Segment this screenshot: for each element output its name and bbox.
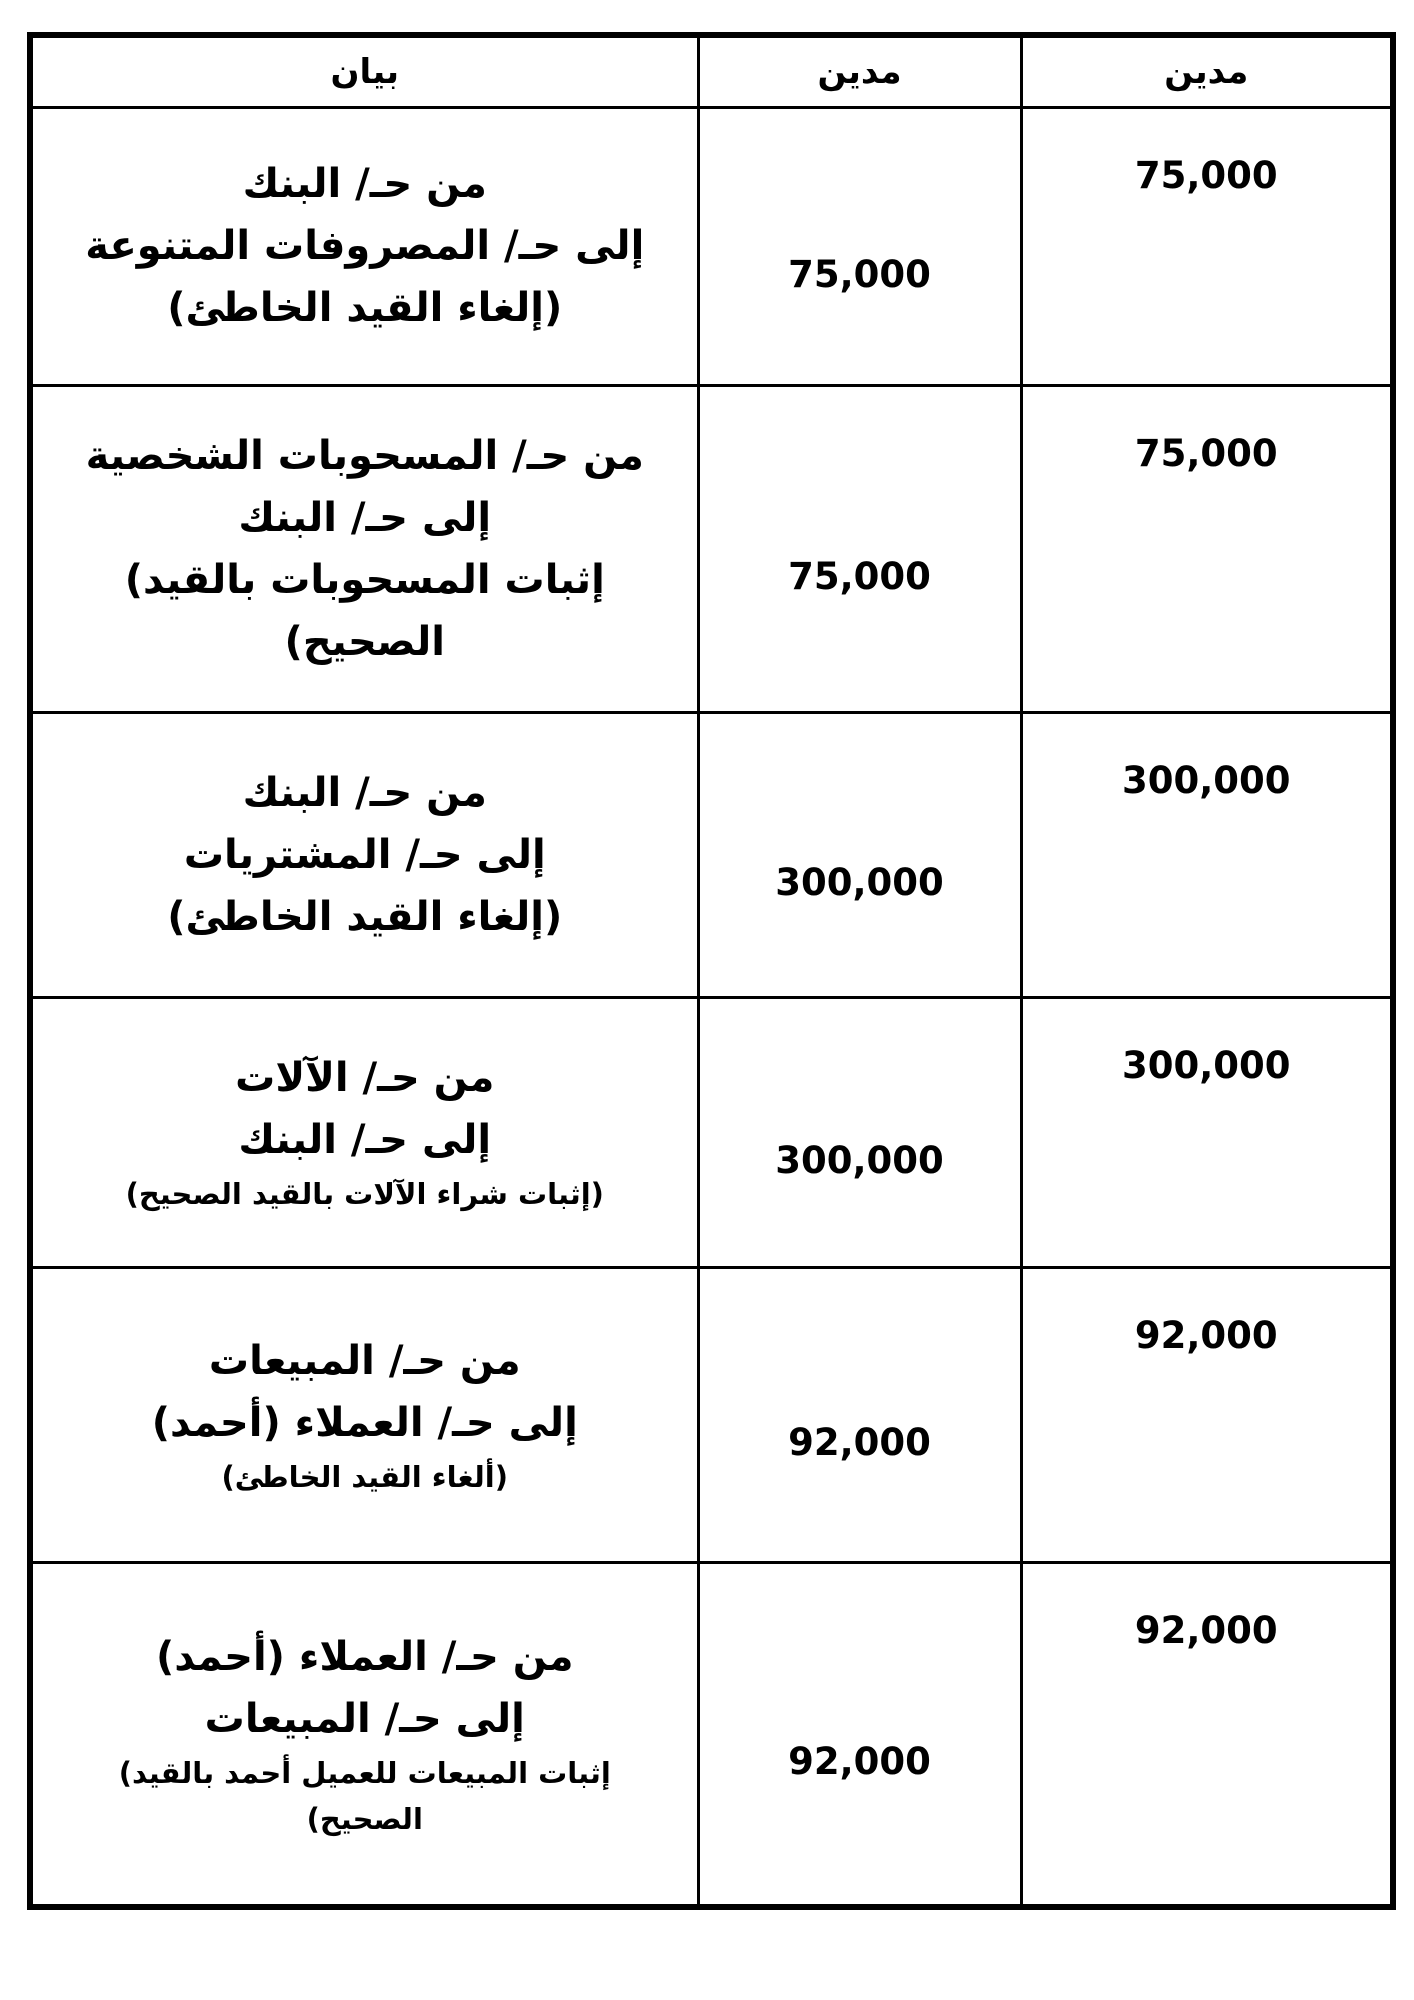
- journal-entry-row: [30, 107, 1393, 385]
- statement-line: (إلغاء القيد الخاطئ): [167, 285, 563, 331]
- statement-line: من حـ/ الآلات: [235, 1055, 495, 1101]
- header-credit-column: مدين: [698, 35, 1021, 107]
- journal-entries-table: [27, 32, 1396, 1910]
- statement-cell: [30, 997, 698, 1267]
- statement-cell: [30, 712, 698, 997]
- statement-line: من حـ/ البنك: [242, 161, 487, 207]
- header-debit-column: مدين: [1021, 35, 1393, 107]
- credit-cell: [698, 385, 1021, 712]
- credit-amount: 300,000: [775, 1138, 944, 1182]
- journal-entry-row: [30, 712, 1393, 997]
- statement-line: إلى حـ/ البنك: [238, 494, 492, 541]
- credit-amount: 92,000: [788, 1421, 931, 1464]
- debit-cell: [1021, 997, 1393, 1267]
- statement-line: إلى حـ/ البنك: [238, 1117, 492, 1163]
- debit-amount: 92,000: [1134, 1313, 1278, 1357]
- debit-amount: 92,000: [1134, 1608, 1278, 1652]
- debit-cell: [1021, 107, 1393, 385]
- statement-line: من حـ/ المسحوبات الشخصية: [85, 432, 644, 479]
- statement-line: إلى حـ/ المشتريات: [183, 831, 546, 878]
- statement-cell: [30, 1562, 698, 1907]
- credit-amount: 75,000: [788, 252, 931, 296]
- journal-entry-row: [30, 1562, 1393, 1907]
- credit-cell: [698, 997, 1021, 1267]
- journal-entry-row: [30, 385, 1393, 712]
- statement-cell: [30, 107, 698, 385]
- statement-line: (ألغاء القيد الخاطئ): [221, 1459, 508, 1494]
- credit-amount: 92,000: [788, 1740, 931, 1784]
- debit-amount: 300,000: [1121, 758, 1291, 802]
- statement-cell: [30, 1267, 698, 1562]
- header-row: [30, 35, 1393, 107]
- credit-cell: [698, 1267, 1021, 1562]
- statement-line: من حـ/ البنك: [242, 769, 487, 816]
- statement-line: إلى حـ/ المبيعات: [204, 1695, 525, 1742]
- debit-cell: [1021, 385, 1393, 712]
- statement-line: الصحيح): [284, 618, 445, 665]
- credit-cell: [698, 712, 1021, 997]
- debit-amount: 75,000: [1134, 153, 1278, 197]
- journal-entry-row: [30, 997, 1393, 1267]
- statement-line: إلى حـ/ المصروفات المتنوعة: [85, 223, 645, 269]
- credit-cell: [698, 107, 1021, 385]
- statement-line: من حـ/ العملاء (أحمد): [155, 1633, 574, 1680]
- credit-amount: 75,000: [788, 555, 931, 598]
- header-statement-column: بيان: [30, 35, 698, 107]
- statement-line: الصحيح): [306, 1801, 423, 1836]
- statement-line: إلى حـ/ العملاء (أحمد): [151, 1399, 578, 1446]
- credit-amount: 300,000: [775, 861, 944, 904]
- statement-line: (إثبات المسحوبات بالقيد: [124, 556, 605, 603]
- statement-cell: [30, 385, 698, 712]
- journal-entry-row: [30, 1267, 1393, 1562]
- debit-amount: 75,000: [1134, 431, 1278, 475]
- debit-cell: [1021, 1562, 1393, 1907]
- statement-line: (إثبات المبيعات للعميل أحمد بالقيد: [118, 1755, 611, 1790]
- debit-cell: [1021, 712, 1393, 997]
- statement-line: من حـ/ المبيعات: [208, 1337, 521, 1384]
- statement-line: (إلغاء القيد الخاطئ): [167, 893, 563, 940]
- statement-line: (إثبات شراء الآلات بالقيد الصحيح): [125, 1177, 604, 1211]
- credit-cell: [698, 1562, 1021, 1907]
- debit-amount: 300,000: [1121, 1043, 1291, 1087]
- journal-table-body: [30, 107, 1393, 1907]
- debit-cell: [1021, 1267, 1393, 1562]
